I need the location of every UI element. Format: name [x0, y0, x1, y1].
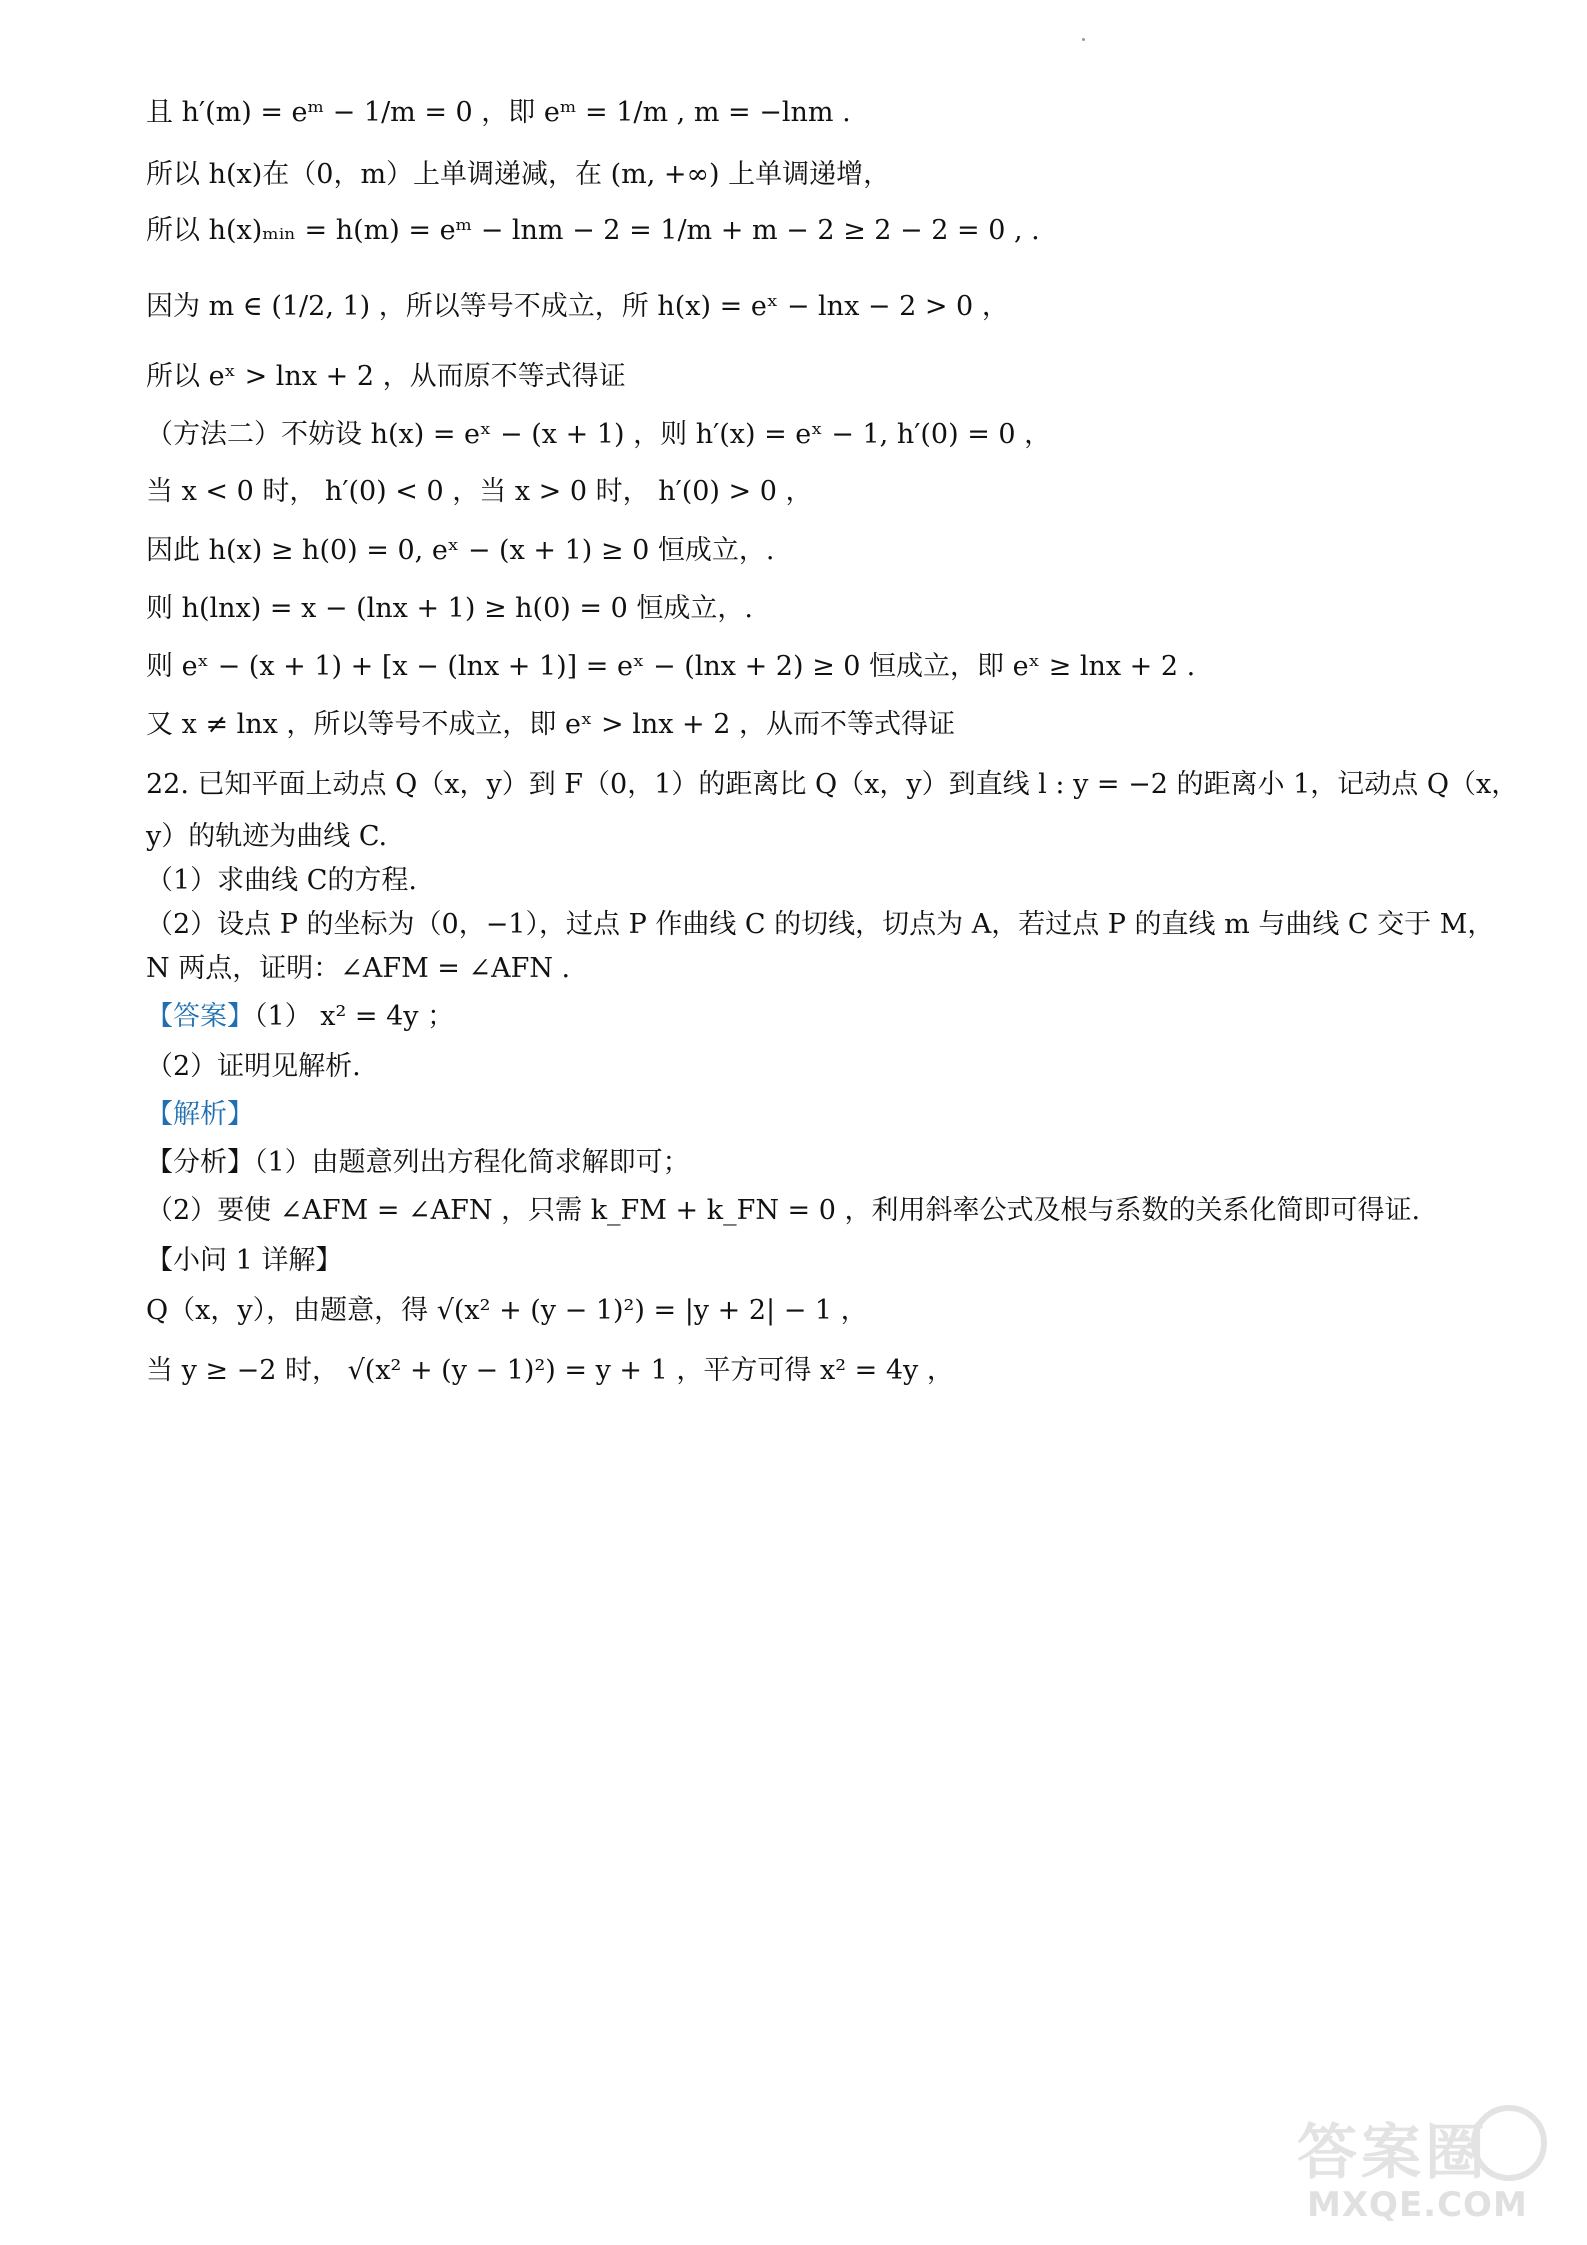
- answer-text: （1） x² = 4y ；: [254, 1001, 455, 1032]
- analysis-line: [146, 1098, 254, 1132]
- text-line: 当 y ≥ −2 时， √(x² + (y − 1)²) = y + 1 ，平方可得 x² = 4y ，: [146, 1355, 954, 1386]
- question-22-stem-cont: y）的轨迹为曲线 C.: [146, 821, 388, 852]
- text-line: 所以 h(x)ₘᵢₙ = h(m) = eᵐ − lnm − 2 = 1/m + m − 2 ≥ 2 − 2 = 0 , .: [146, 215, 1040, 246]
- question-22-part-1: （1）求曲线 C的方程.: [146, 865, 418, 896]
- text-line: 所以 eˣ > lnx + 2 ，从而原不等式得证: [146, 361, 626, 392]
- answer-line: [146, 1000, 454, 1034]
- subquestion-heading: 【小问 1 详解】: [146, 1245, 343, 1276]
- text-line: 则 eˣ − (x + 1) + [x − (lnx + 1)] = eˣ − (lnx + 2) ≥ 0 恒成立，即 eˣ ≥ lnx + 2 .: [146, 651, 1196, 682]
- question-22-part-2: （2）设点 P 的坐标为（0，−1），过点 P 作曲线 C 的切线，切点为 A，若过点 P 的直线 m 与曲线 C 交于 M，: [146, 909, 1495, 940]
- text-line: 且 h′(m) = eᵐ − 1/m = 0 ，即 eᵐ = 1/m , m = −lnm .: [146, 97, 851, 128]
- watermark-text: 答案圈: [1297, 2118, 1489, 2188]
- text-line: 因为 m ∈ (1/2, 1) ，所以等号不成立，所 h(x) = eˣ − lnx − 2 > 0 ，: [146, 291, 1009, 322]
- scan-dot: [1082, 38, 1085, 41]
- question-22-part-2-cont: N 两点，证明：∠AFM = ∠AFN .: [146, 953, 571, 984]
- text-line: 因此 h(x) ≥ h(0) = 0, eˣ − (x + 1) ≥ 0 恒成立，.: [146, 535, 775, 566]
- text-line: 所以 h(x)在（0，m）上单调递减，在 (m, +∞) 上单调递增，: [146, 159, 891, 190]
- question-22-stem: 22. 已知平面上动点 Q（x，y）到 F（0，1）的距离比 Q（x，y）到直线 l : y = −2 的距离小 1，记动点 Q（x，: [146, 769, 1519, 800]
- text-line: （方法二）不妨设 h(x) = eˣ − (x + 1) ，则 h′(x) = eˣ − 1, h′(0) = 0 ，: [146, 419, 1052, 450]
- watermark-url: MXQE.COM: [1307, 2185, 1528, 2225]
- text-line: 当 x < 0 时， h′(0) < 0 ，当 x > 0 时， h′(0) > 0 ，: [146, 476, 813, 507]
- watermark-circle-icon: [1471, 2105, 1547, 2181]
- text-line: （2）要使 ∠AFM = ∠AFN ，只需 k_FM + k_FN = 0 ，利用斜率公式及根与系数的关系化简即可得证.: [146, 1195, 1421, 1226]
- text-line: 则 h(lnx) = x − (lnx + 1) ≥ h(0) = 0 恒成立，.: [146, 593, 753, 624]
- text-line: 【分析】（1）由题意列出方程化简求解即可；: [146, 1147, 690, 1178]
- text-line: 又 x ≠ lnx ，所以等号不成立，即 eˣ > lnx + 2 ，从而不等式得证: [146, 709, 956, 740]
- watermark-logo: [1297, 2105, 1547, 2225]
- answer-label: 【答案】: [146, 1001, 254, 1032]
- text-line: （2）证明见解析.: [146, 1051, 361, 1082]
- text-line: Q（x，y），由题意，得 √(x² + (y − 1)²) = |y + 2| − 1 ，: [146, 1295, 868, 1326]
- analysis-label: 【解析】: [146, 1099, 254, 1130]
